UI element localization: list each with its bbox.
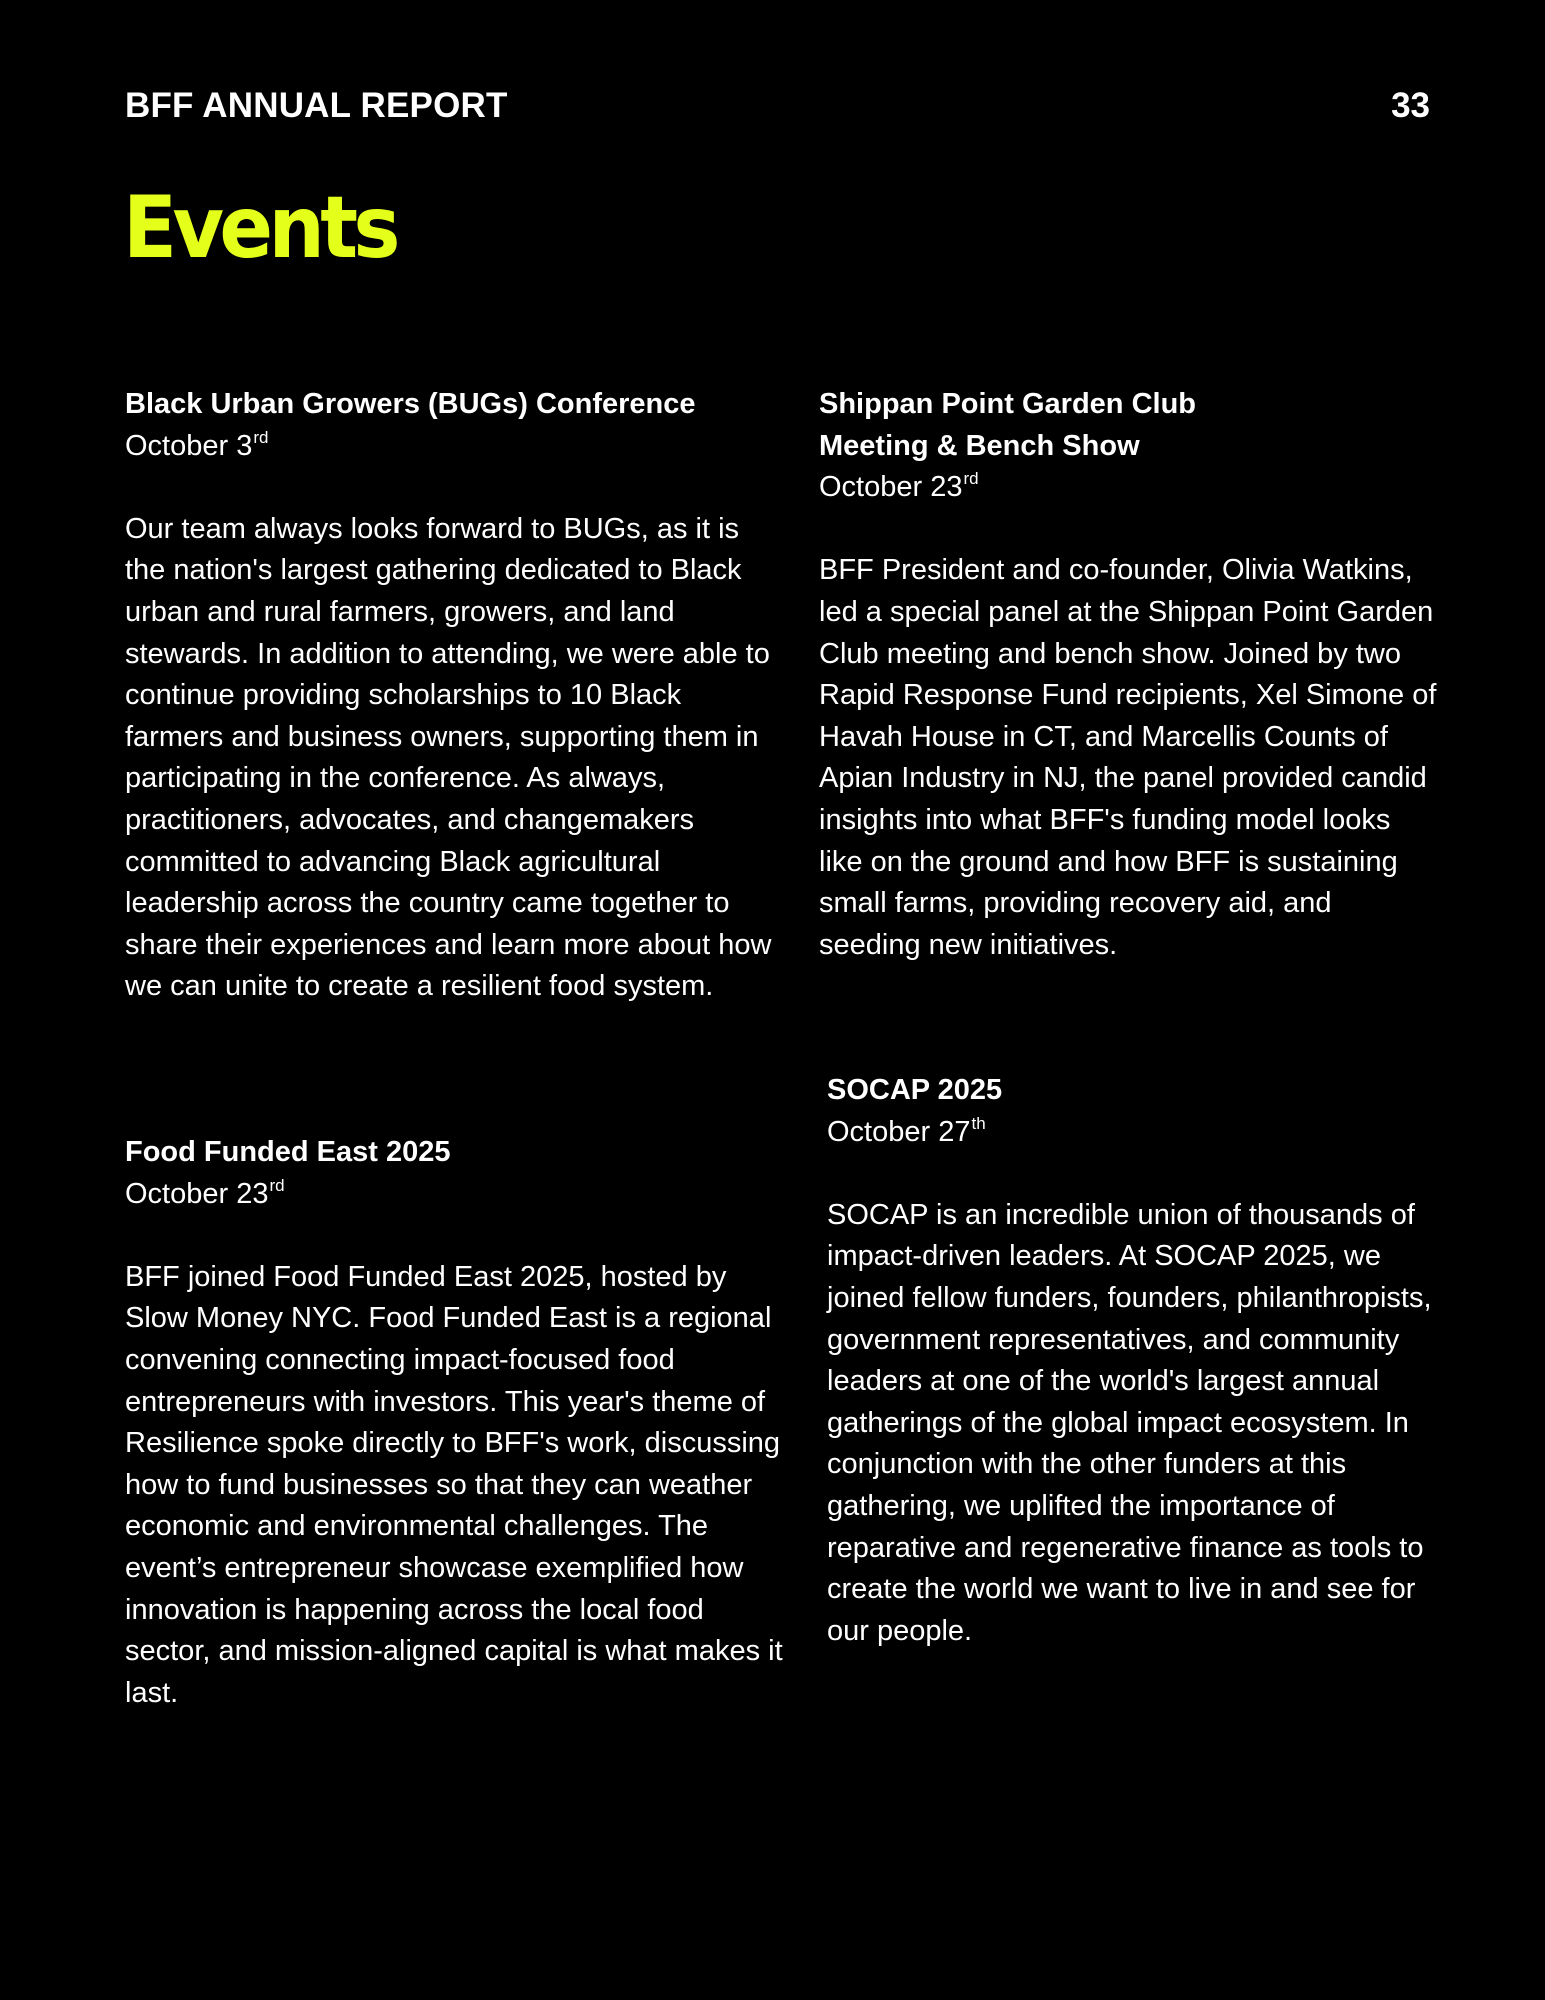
event-description: Our team always looks forward to BUGs, as it is the nation's largest gathering dedicated to Black urban and rural farmers, growers, and land stewards. In addition to attending, we were able to continue providing scholarships to 10 Black farmers and business owners, supporting them in participating in the conference. As always, practitioners, advocates, and changemakers committed to advancing Black agricultural leadership across the country came together to share their experiences and learn more about how we can unite to create a resilient food system. bbox=[125, 512, 772, 1003]
event-date bbox=[819, 467, 1439, 509]
event-date bbox=[827, 1112, 1447, 1154]
event-date-main: October 23 bbox=[819, 471, 963, 504]
event-name-line-2: Meeting & Bench Show bbox=[819, 429, 1140, 462]
event-date-suffix: th bbox=[971, 1113, 986, 1133]
event-date-suffix: rd bbox=[963, 469, 979, 489]
event-date-main: October 3 bbox=[125, 429, 253, 462]
report-title: BFF ANNUAL REPORT bbox=[125, 86, 508, 125]
event-description: BFF joined Food Funded East 2025, hosted by Slow Money NYC. Food Funded East is a regional convening connecting impact-focused food entrepreneurs with investors. This year's theme of Resilience spoke directly to BFF's work, discussing how to fund businesses so that they can weather economic and environmental challenges. The event’s entrepreneur showcase exemplified how innovation is happening across the local food sector, and mission-aligned capital is what makes it last. bbox=[125, 1260, 783, 1709]
event-name: SOCAP 2025 bbox=[827, 1074, 1003, 1106]
event-date-main: October 23 bbox=[125, 1177, 269, 1210]
event-date-suffix: rd bbox=[253, 427, 269, 447]
event-name: Black Urban Growers (BUGs) Conference bbox=[125, 388, 696, 420]
event-name: Food Funded East 2025 bbox=[125, 1136, 451, 1168]
event-date-main: October 27 bbox=[827, 1115, 971, 1148]
event-description: BFF President and co-founder, Olivia Watkins, led a special panel at the Shippan Point Garden Club meeting and bench show. Joined by two Rapid Response Fund recipients, Xel Simone of Havah House in CT, and Marcellis Counts of Apian Industry in NJ, the panel provided candid insights into what BFF's funding model looks like on the ground and how BFF is sustaining small farms, providing recovery aid, and seeding new initiatives. bbox=[819, 554, 1437, 961]
event-name-line-1: Shippan Point Garden Club bbox=[819, 388, 1196, 420]
event-food-funded-east bbox=[125, 1132, 785, 1714]
event-description: SOCAP is an incredible union of thousands of impact-driven leaders. At SOCAP 2025, we joined fellow funders, founders, philanthropists, government representatives, and community leaders at one of the world's largest annual gatherings of the global impact ecosystem. In conjunction with the other funders at this gathering, we uplifted the importance of reparative and regenerative finance as tools to create the world we want to live in and see for our people. bbox=[827, 1198, 1432, 1647]
event-shippan-point-garden-club bbox=[819, 384, 1439, 966]
event-date bbox=[125, 426, 785, 468]
event-socap-2025 bbox=[827, 1070, 1447, 1652]
event-date bbox=[125, 1174, 785, 1216]
event-date-suffix: rd bbox=[269, 1175, 285, 1195]
page-title: Events bbox=[123, 178, 396, 278]
page-number: 33 bbox=[1391, 86, 1430, 125]
event-bugs-conference bbox=[125, 384, 785, 1008]
